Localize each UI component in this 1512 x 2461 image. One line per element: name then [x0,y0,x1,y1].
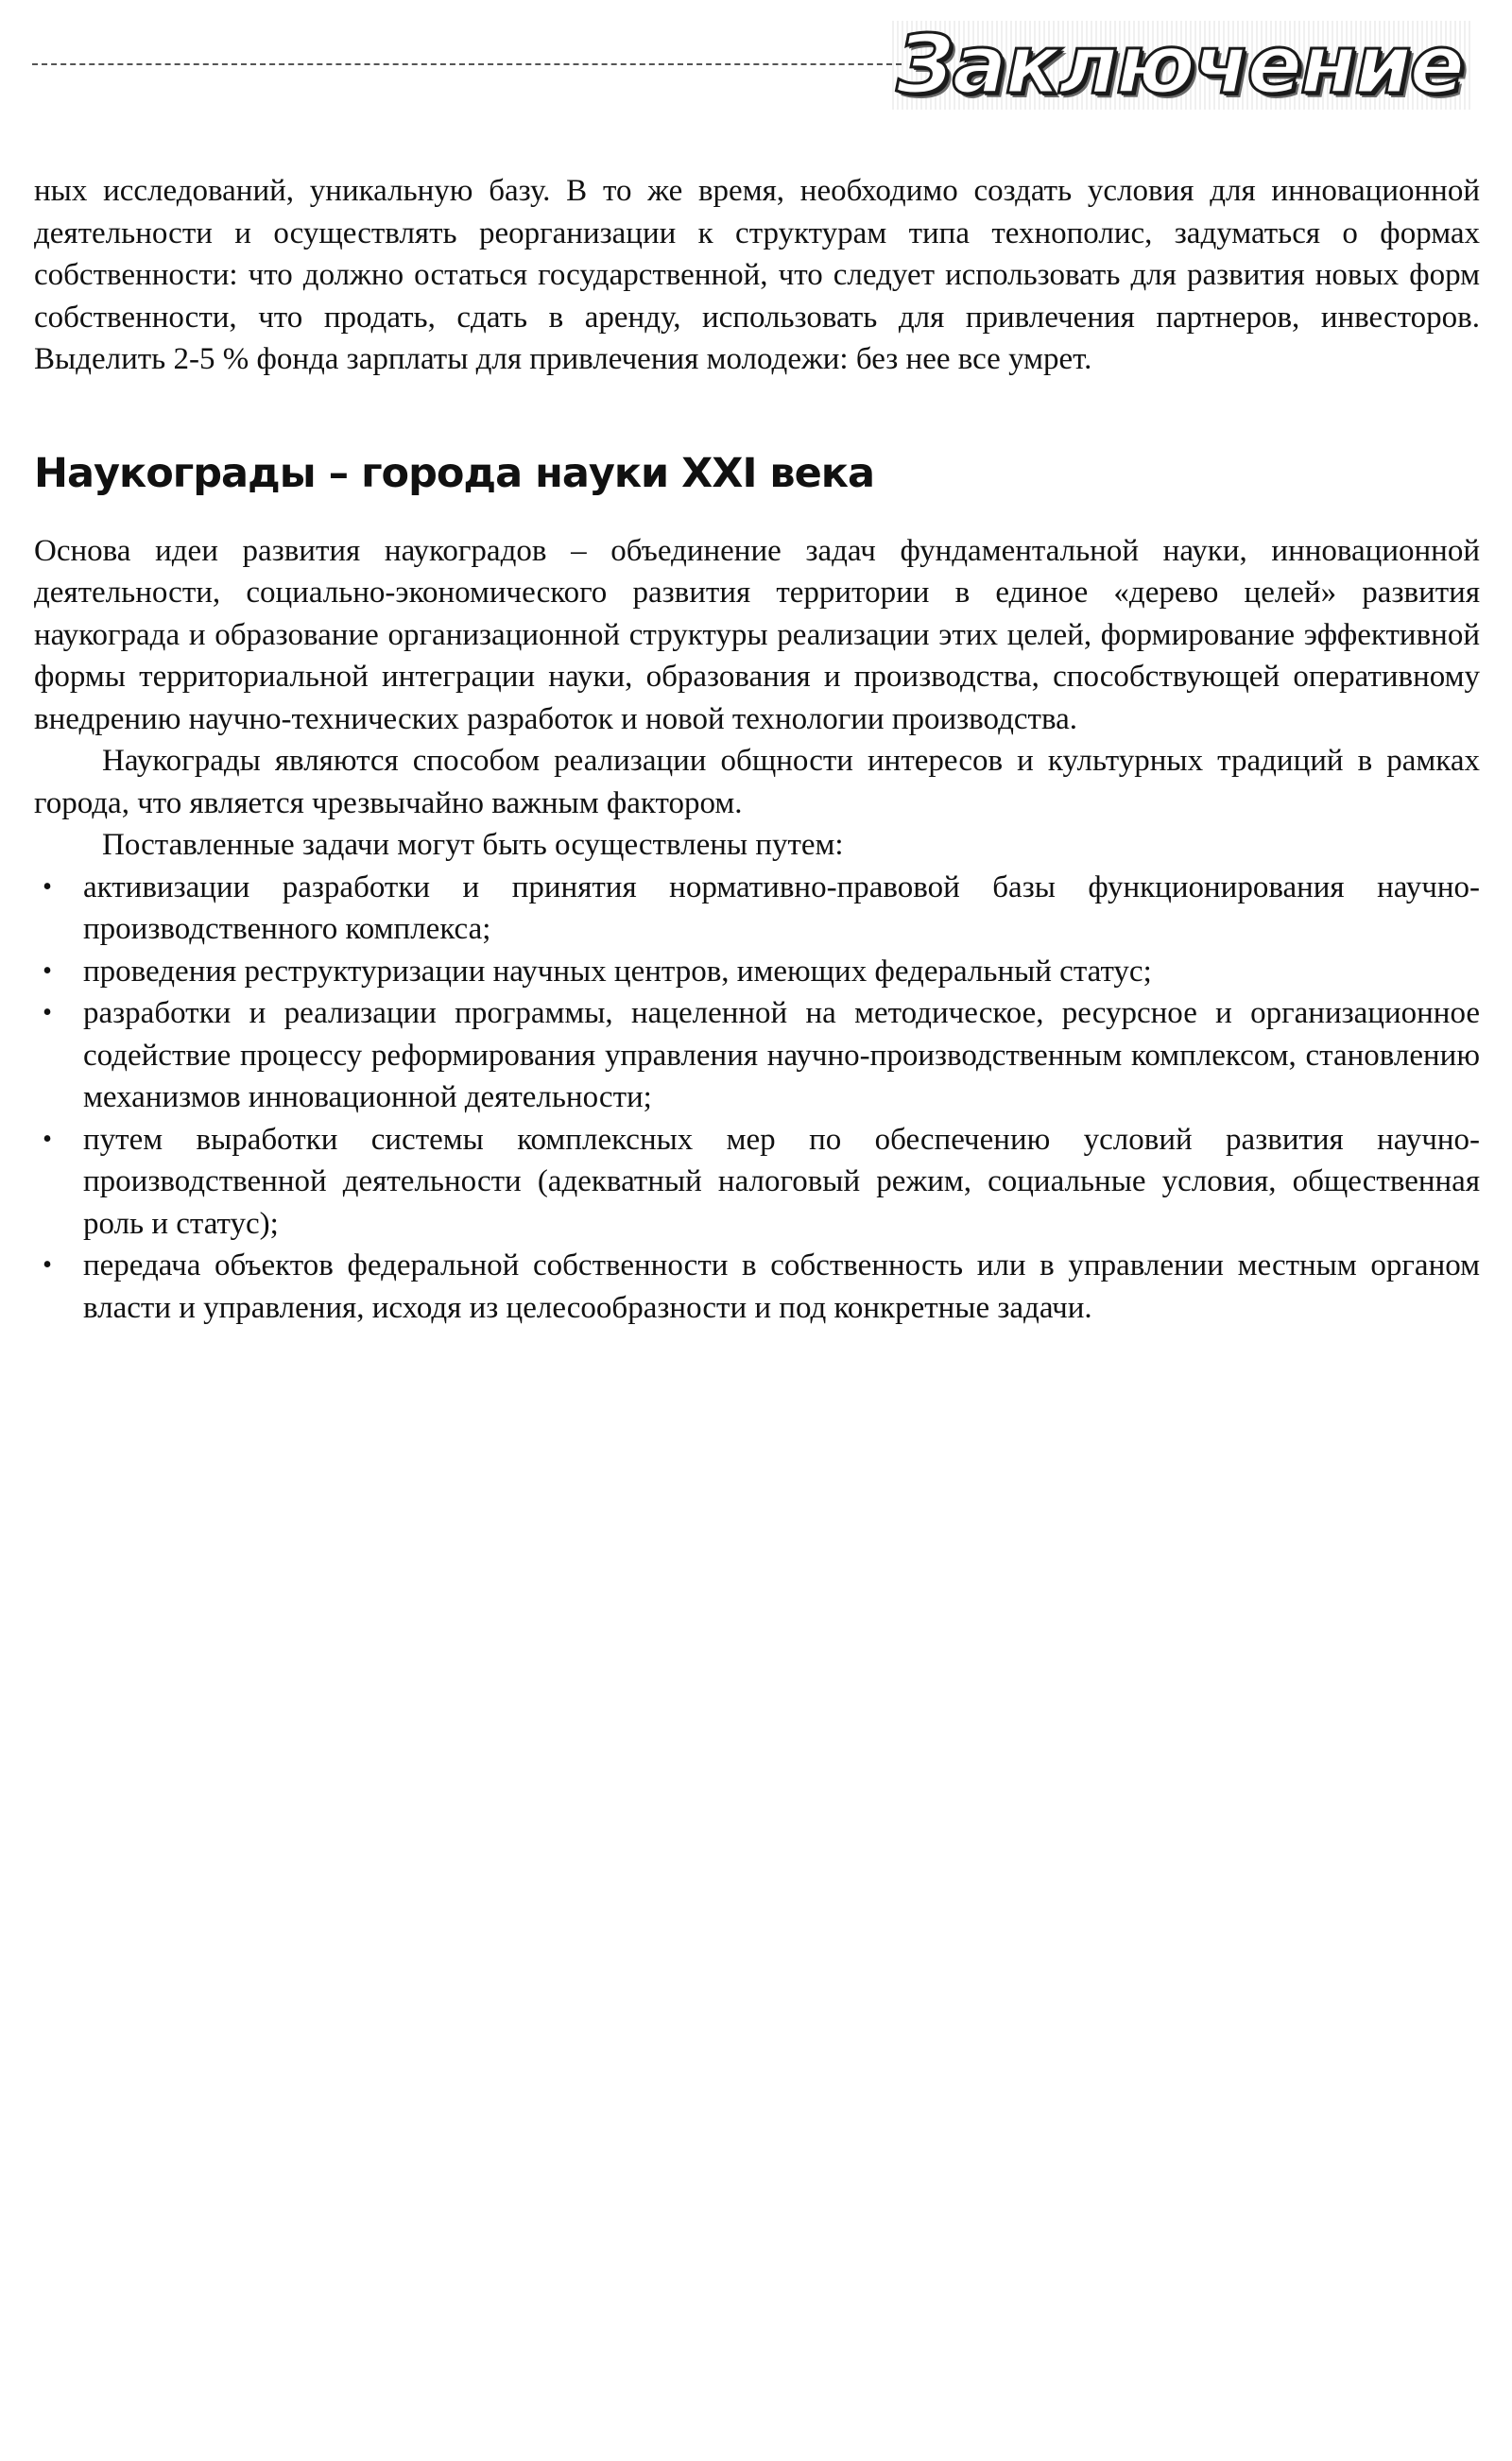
intro-paragraph: ных исследований, уникальную базу. В то же время, необходимо создать условия для инновационной деятельности и осуществлять реорганизации к структурам типа технополис, задуматься о формах собственности: что должно остаться государственной, что следует использовать для развития новых форм собственности, что продать, сдать в аренду, использовать для привлечения партнеров, инвесторов. Выделить 2-5 % фонда зарплаты для привлечения молодежи: без нее все умрет. [34,174,1480,376]
bullet-icon: • [43,1250,52,1280]
list-item-text: передача объектов федеральной собственности в собственность или в управлении местным органом власти и управления, исходя из целесообразности и под конкретные задачи. [83,1248,1480,1325]
list-item-text: путем выработки системы комплексных мер по обеспечению условий развития научно-производственной деятельности (адекватный налоговый режим, социальные условия, общественная роль и статус); [83,1122,1480,1241]
section-paragraph-3: Поставленные задачи могут быть осуществлены путем: [102,828,844,862]
bullet-icon: • [43,871,52,902]
list-item [34,992,1480,1119]
section-heading: Наукограды – города науки XXI века [34,449,875,497]
bullet-icon: • [43,955,52,986]
list-item [34,951,1480,993]
list-item [34,1245,1480,1329]
header-rule [32,63,902,65]
list-item [34,867,1480,951]
bullet-icon: • [43,998,52,1027]
list-item [34,1119,1480,1246]
list-item-text: активизации разработки и принятия нормативно-правовой базы функционирования научно-производственного комплекса; [83,869,1480,946]
task-list [34,867,1480,1330]
page-content [34,170,1480,1329]
chapter-title: Заключение [889,21,1470,110]
section-paragraph-2: Наукограды являются способом реализации общности интересов и культурных традиций в рамках города, что является чрезвычайно важным фактором. [34,744,1480,820]
list-item-text: проведения реструктуризации научных центров, имеющих федеральный статус; [83,954,1152,989]
list-item-text: разработки и реализации программы, нацеленной на методическое, ресурсное и организационное содействие процессу реформирования управления научно-производственным комплексом, становлению механизмов инновационной деятельности; [83,996,1480,1114]
bullet-icon: • [43,1124,52,1154]
section-paragraph-1: Основа идеи развития наукоградов – объединение задач фундаментальной науки, инновационной деятельности, социально-экономического развития территории в единое «дерево целей» развития наукограда и образование организационной структуры реализации этих целей, формирование эффективной формы территориальной интеграции науки, образования и производства, способствующей оперативному внедрению научно-технических разработок и новой технологии производства. [34,533,1480,736]
